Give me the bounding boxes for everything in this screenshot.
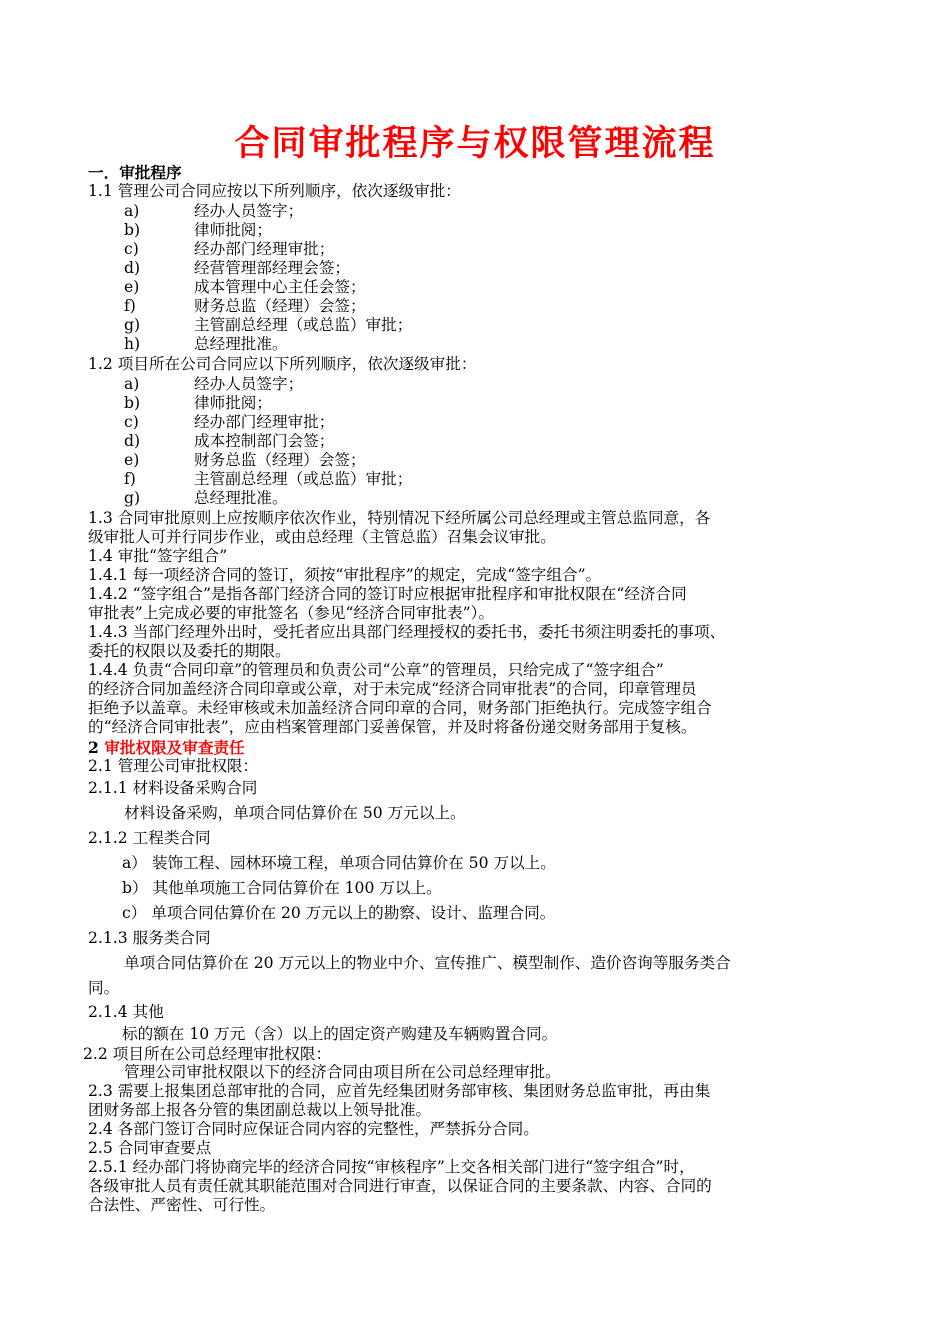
list-item	[124, 297, 366, 316]
list-item-marker: e)	[124, 278, 140, 296]
clause-1-4-4-line-4: 的“经济合同审批表”，应由档案管理部门妥善保管，并及时将备份递交财务部用于复核。	[88, 718, 697, 736]
clause-2-1-2-b: b） 其他单项施工合同估算价在 100 万以上。	[122, 879, 442, 897]
list-item-marker: e)	[124, 451, 140, 469]
clause-1-4-4-line-2: 的经济合同加盖经济合同印章或公章，对于未完成“经济合同审批表”的合同，印章管理员	[88, 680, 697, 698]
list-item	[124, 394, 272, 413]
clause-1-4-2-line-1: 1.4.2 “签字组合”是指各部门经济合同的签订时应根据审批程序和审批权限在“经济合同	[88, 585, 687, 603]
list-item-text: 成本控制部门会签；	[194, 432, 335, 450]
list-item-text: 经办部门经理审批；	[194, 413, 335, 431]
list-item	[124, 221, 272, 240]
clause-1-3-line-1: 1.3 合同审批原则上应按顺序依次作业，特别情况下经所属公司总经理或主管总监同意，各	[88, 509, 711, 527]
list-item-marker: a)	[124, 375, 140, 393]
list-item-marker: g)	[124, 489, 141, 507]
list-item	[124, 316, 412, 335]
list-item-text: 经办部门经理审批；	[194, 240, 335, 258]
list-item-text: 总经理批准。	[194, 489, 288, 507]
list-item	[124, 375, 303, 394]
list-item	[124, 278, 366, 297]
list-item-marker: d)	[124, 259, 141, 277]
clause-2-5-1-line-3: 合法性、严密性、可行性。	[88, 1196, 276, 1214]
clause-2-1-3: 2.1.3 服务类合同	[88, 929, 211, 947]
list-item-marker: c)	[124, 240, 139, 258]
list-item	[124, 432, 334, 451]
list-item-marker: f)	[124, 297, 136, 315]
list-item-marker: d)	[124, 432, 141, 450]
section-1-heading: 一．审批程序	[88, 163, 182, 182]
list-item	[124, 202, 303, 221]
clause-1-4-3-line-2: 委托的权限以及委托的期限。	[88, 642, 291, 660]
clause-2-1-4: 2.1.4 其他	[88, 1003, 164, 1021]
clause-2-2-body: 管理公司审批权限以下的经济合同由项目所在公司总经理审批。	[124, 1063, 561, 1081]
clause-1-4: 1.4 审批“签字组合”	[88, 547, 228, 565]
list-item	[124, 335, 288, 354]
clause-2-1-2-a: a） 装饰工程、园林环境工程，单项合同估算价在 50 万以上。	[122, 854, 556, 872]
clause-1-1: 1.1 管理公司合同应按以下所列顺序，依次逐级审批：	[88, 182, 461, 200]
clause-1-4-3-line-1: 1.4.3 当部门经理外出时，受托者应出具部门经理授权的委托书，委托书须注明委托的事项、	[88, 623, 726, 641]
document-title: 合同审批程序与权限管理流程	[234, 123, 716, 164]
list-item-text: 主管副总经理（或总监）审批；	[194, 316, 413, 334]
clause-2-2: 2.2 项目所在公司总经理审批权限：	[83, 1045, 332, 1063]
clause-2-1-1: 2.1.1 材料设备采购合同	[88, 779, 258, 797]
clause-2-4: 2.4 各部门签订合同时应保证合同内容的完整性，严禁拆分合同。	[88, 1120, 539, 1138]
section-2-number: 2	[88, 738, 99, 757]
clause-1-4-4-line-1: 1.4.4 负责“合同印章”的管理员和负责公司“公章”的管理员，只给完成了“签字组合”	[88, 661, 664, 679]
clause-2-3-line-2: 团财务部上报各分管的集团副总裁以上领导批准。	[88, 1101, 432, 1119]
clause-2-1-1-body: 材料设备采购，单项合同估算价在 50 万元以上。	[124, 804, 466, 822]
clause-1-3-line-2: 级审批人可并行同步作业，或由总经理（主管总监）召集会议审批。	[88, 528, 556, 546]
list-item-marker: h)	[124, 335, 141, 353]
clause-2-5: 2.5 合同审查要点	[88, 1139, 212, 1157]
list-item-marker: a)	[124, 202, 140, 220]
list-item	[124, 259, 350, 278]
list-item-marker: b)	[124, 221, 141, 239]
list-item	[124, 470, 412, 489]
list-item-text: 总经理批准。	[194, 335, 288, 353]
list-item	[124, 489, 288, 508]
list-item-text: 经营管理部经理会签；	[194, 259, 350, 277]
clause-1-2: 1.2 项目所在公司合同应以下所列顺序，依次逐级审批：	[88, 355, 477, 373]
clause-1-4-1: 1.4.1 每一项经济合同的签订，须按“审批程序”的规定，完成“签字组合”。	[88, 566, 602, 584]
clause-1-4-2-line-2: 审批表”上完成必要的审批签名（参见“经济合同审批表”）。	[88, 604, 494, 622]
clause-2-1-4-body: 标的额在 10 万元（含）以上的固定资产购建及车辆购置合同。	[122, 1025, 558, 1043]
section-2-title: 审批权限及审查责任	[104, 738, 245, 757]
section-2-heading	[88, 738, 245, 757]
list-item-text: 主管副总经理（或总监）审批；	[194, 470, 413, 488]
clause-2-1-3-line-2: 同。	[88, 979, 120, 997]
list-item-marker: c)	[124, 413, 139, 431]
clause-1-4-4-line-3: 拒绝予以盖章。未经审核或未加盖经济合同印章的合同，财务部门拒绝执行。完成签字组合	[88, 699, 712, 717]
list-item-text: 经办人员签字；	[194, 202, 304, 220]
clause-2-3-line-1: 2.3 需要上报集团总部审批的合同，应首先经集团财务部审核、集团财务总监审批，再由集	[88, 1082, 711, 1100]
clause-2-1-2: 2.1.2 工程类合同	[88, 829, 211, 847]
list-item	[124, 413, 334, 432]
list-item-marker: g)	[124, 316, 141, 334]
clause-2-1-3-line-1: 单项合同估算价在 20 万元以上的物业中介、宣传推广、模型制作、造价咨询等服务类合	[124, 954, 731, 972]
list-item-text: 律师批阅；	[194, 221, 272, 239]
clause-2-5-1-line-2: 各级审批人员有责任就其职能范围对合同进行审查，以保证合同的主要条款、内容、合同的	[88, 1177, 712, 1195]
list-item-text: 经办人员签字；	[194, 375, 304, 393]
list-item	[124, 240, 334, 259]
list-item	[124, 451, 366, 470]
clause-2-1: 2.1 管理公司审批权限：	[88, 757, 259, 775]
list-item-marker: b)	[124, 394, 141, 412]
list-item-text: 财务总监（经理）会签；	[194, 451, 366, 469]
clause-2-5-1-line-1: 2.5.1 经办部门将协商完毕的经济合同按“审核程序”上交各相关部门进行“签字组合”时，	[88, 1158, 695, 1176]
list-item-text: 成本管理中心主任会签；	[194, 278, 366, 296]
list-item-text: 律师批阅；	[194, 394, 272, 412]
list-item-text: 财务总监（经理）会签；	[194, 297, 366, 315]
clause-2-1-2-c: c） 单项合同估算价在 20 万元以上的勘察、设计、监理合同。	[122, 904, 556, 922]
list-item-marker: f)	[124, 470, 136, 488]
